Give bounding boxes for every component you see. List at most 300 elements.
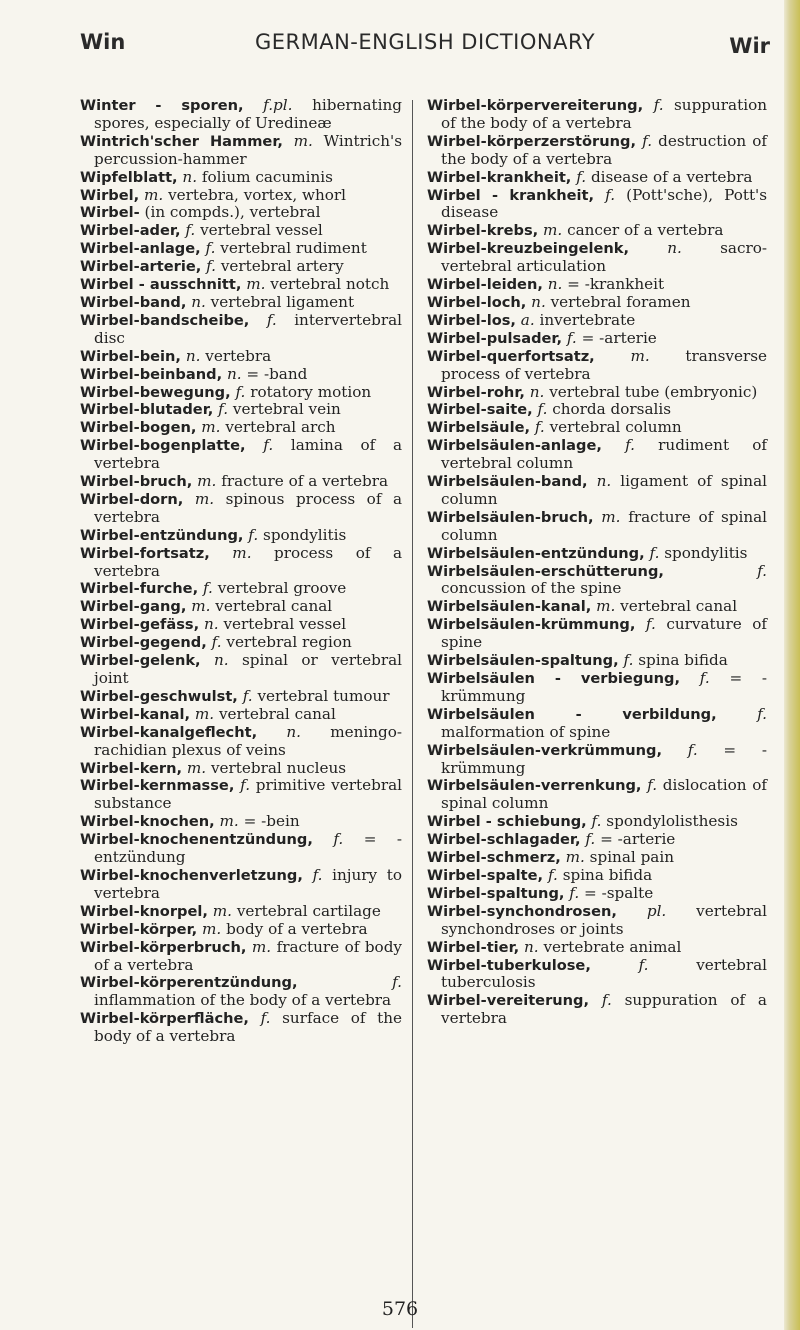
entry-definition: concussion of the spine [441,579,622,598]
entry-definition: surface of the body of a vertebra [94,1009,402,1046]
entry-definition: vertebral canal [218,704,336,723]
entry-gender: n. [524,937,539,956]
dictionary-entry [427,957,767,993]
entry-gender: f. [242,686,253,705]
entry-headword: Wirbelsäulen-anlage, [427,437,602,455]
dictionary-entry [80,97,402,133]
entry-headword: Wirbel-bogen, [80,419,197,437]
dictionary-entry [80,634,402,652]
entry-gender: f. [605,185,616,204]
entry-definition: spondylitis [263,525,347,544]
dictionary-entry [80,437,402,473]
dictionary-entry [80,473,402,491]
entry-headword: Wirbel-pulsader, [427,329,563,347]
dictionary-entry [427,419,767,437]
entry-definition: meningo-rachidian plexus of veins [94,722,403,759]
dictionary-entry [427,187,767,223]
dictionary-entry [427,670,767,706]
running-header [80,30,770,66]
entry-definition: vertebral rudiment [220,239,367,258]
entry-headword: Wirbel-schmerz, [427,849,561,867]
entry-definition: spinal or vertebral joint [94,651,402,687]
dictionary-entry [427,903,767,939]
dictionary-entry [427,240,767,276]
left-column [80,97,402,1046]
entry-gender: f. [202,579,213,598]
entry-gender: n. [286,722,301,741]
dictionary-entry [80,813,402,831]
entry-gender: f. [312,865,323,884]
dictionary-entry [80,384,402,402]
entry-definition: vertebral nucleus [210,758,347,777]
dictionary-entry [80,831,402,867]
entry-definition: primitive vertebral substance [94,776,402,813]
entry-headword: Wirbel-gang, [80,598,187,616]
entry-headword: Wirbel-krankheit, [427,168,572,186]
entry-gender: m. [565,848,585,867]
dictionary-entry [80,545,402,581]
entry-gender: m. [543,221,563,240]
dictionary-entry [80,598,402,616]
entry-headword: Wirbel-knorpel, [80,902,208,920]
entry-definition: intervertebral disc [94,310,402,347]
dictionary-entry [427,133,767,169]
dictionary-entry [80,133,402,169]
entry-definition: vertebral arch [225,418,336,437]
entry-definition: (in compds.), vertebral [144,203,321,222]
entry-definition: vertebral vessel [200,221,323,240]
dictionary-entry [427,777,767,813]
entry-headword: Wirbel-knochen, [80,813,215,831]
entry-definition: hibernating spores, especially of Uredineæ [94,96,402,132]
entry-gender: f. [333,830,344,849]
entry-definition: folium cacuminis [201,167,333,186]
entry-headword: Wirbel-bandscheibe, [80,311,250,329]
entry-gender: m. [251,937,272,956]
entry-definition: spina bifida [638,651,728,670]
entry-definition: rudiment of vertebral column [441,436,767,473]
entry-headword: Wirbel-schlagader, [427,831,581,849]
entry-definition: vertebral vein [232,400,341,419]
entry-headword: Wirbel-körperzerstörung, [427,132,637,150]
dictionary-entry [80,652,402,688]
entry-gender: m. [144,185,164,204]
entry-headword: Wirbelsäulen-kanal, [427,598,592,616]
entry-gender: m. [232,543,252,562]
entry-definition: inflammation of the body of a vertebra [94,991,392,1010]
dictionary-entry [80,240,402,258]
entry-headword: Wirbel-furche, [80,580,199,598]
entry-definition: = -krümmung [441,740,768,777]
entry-headword: Wirbel-kreuzbeingelenk, [427,240,630,258]
entry-gender: f. [576,167,587,186]
dictionary-entry [427,885,767,903]
entry-gender: f. [534,418,545,437]
entry-definition: (Pott'sche), Pott's disease [441,185,768,222]
entry-definition: vertebra, vortex, whorl [168,185,347,204]
entry-headword: Wirbelsäulen - verbiegung, [427,670,681,687]
entry-headword: Wirbel-band, [80,293,187,311]
entry-headword: Wirbel-gefäss, [80,616,200,634]
entry-headword: Wirbel-loch, [427,293,527,311]
dictionary-entry [427,222,767,240]
entry-gender: f. [623,651,634,670]
dictionary-entry [80,760,402,778]
entry-headword: Wirbel-bruch, [80,473,193,491]
entry-headword: Wirbel-kanalgeflecht, [80,723,258,741]
entry-headword: Wirbel-knochenentzündung, [80,831,313,849]
entry-definition: vertebral vessel [223,615,347,634]
dictionary-entry [80,348,402,366]
entry-headword: Wirbelsäulen-bruch, [427,508,594,526]
entry-definition: vertebrate animal [543,937,682,956]
entry-definition: suppuration of the body of a vertebra [441,96,768,132]
entry-gender: n. [596,472,612,491]
dictionary-entry [427,509,767,545]
dictionary-entry [427,294,767,312]
entry-headword: Wirbel-kern, [80,759,183,777]
entry-definition: vertebral tumour [257,686,390,705]
entry-headword: Wirbel-bogenplatte, [80,437,246,455]
entry-headword: Wirbel-geschwulst, [80,687,238,705]
entry-gender: f. [699,669,710,687]
entry-definition: chorda dorsalis [552,400,672,419]
entry-gender: f. [687,740,698,759]
entry-definition: sacro-vertebral articulation [441,239,768,276]
dictionary-entry [80,921,402,939]
entry-definition: = -band [246,364,308,383]
entry-gender: m. [194,704,215,723]
entry-gender: f. [266,310,277,329]
dictionary-entry [80,706,402,724]
dictionary-entry [427,169,767,187]
entry-gender: m. [596,597,616,616]
page-edge [784,0,800,1330]
dictionary-entry [427,384,767,402]
entry-definition: vertebral synchondroses or joints [441,901,767,938]
entry-headword: Wirbel-tier, [427,938,520,956]
entry-gender: pl. [646,901,667,920]
entry-gender: f. [649,543,660,562]
entry-gender: f. [591,812,602,831]
entry-definition: vertebral artery [220,257,344,276]
entry-headword: Wirbel-rohr, [427,383,525,401]
dictionary-entry [427,563,767,599]
entry-headword: Wirbel-körperfläche, [80,1010,249,1028]
entry-definition: spinous process of a vertebra [94,489,403,526]
entry-gender: m. [194,489,215,508]
entry-headword: Wirbel-körper, [80,920,198,938]
entry-definition: fracture of spinal column [441,507,768,544]
entry-headword: Wirbel, [80,186,140,204]
entry-definition: disease of a vertebra [590,167,753,186]
entry-headword: Wirbel - krankheit, [427,186,595,204]
entry-gender: f. [642,131,653,150]
entry-headword: Wirbel-anlage, [80,240,201,258]
dictionary-entry [427,598,767,616]
dictionary-entry [80,419,402,437]
dictionary-entry [80,222,402,240]
entry-definition: vertebral canal [620,597,738,616]
header-right-guideword: Wir [729,34,770,58]
entry-gender: f. [585,830,596,849]
entry-headword: Wirbel-synchondrosen, [427,902,617,920]
entry-gender: f. [638,955,649,974]
dictionary-entry [80,169,402,187]
entry-gender: f. [601,991,612,1010]
page-number: 576 [381,1298,419,1320]
dictionary-entry [427,939,767,957]
entry-headword: Wirbel-körperentzündung, [80,974,298,992]
entry-gender: m. [202,919,222,938]
entry-gender: m. [186,758,207,777]
entry-definition: vertebral column [549,418,682,437]
entry-gender: f. [566,328,577,347]
entry-headword: Wirbel-bein, [80,347,181,365]
entry-definition: transverse process of vertebra [441,346,768,383]
entry-definition: Wintrich's percussion-hammer [94,131,403,168]
entry-definition: cancer of a vertebra [567,221,724,240]
entry-definition: vertebral notch [270,275,390,294]
entry-headword: Wirbel-bewegung, [80,383,231,401]
entry-gender: f. [392,973,402,992]
entry-gender: f. [235,382,246,401]
dictionary-entry [427,348,767,384]
entry-definition: = -arterie [581,328,657,347]
dictionary-entry [80,974,402,1010]
header-left-guideword: Win [80,30,126,54]
entry-gender: f. [537,400,548,419]
entry-definition: vertebra [205,346,272,365]
entry-headword: Wirbelsäulen-spaltung, [427,652,619,670]
entry-headword: Winter - sporen, [80,97,244,114]
entry-headword: Wirbelsäulen-erschütterung, [427,562,664,580]
column-divider [412,100,413,1328]
dictionary-entry [427,652,767,670]
entry-definition: dislocation of spinal column [441,776,768,813]
dictionary-entry [427,312,767,330]
entry-headword: Wirbel-vereiterung, [427,992,590,1010]
entry-headword: Wirbelsäulen-entzündung, [427,544,645,562]
entry-gender: n. [204,615,219,634]
dictionary-entry [427,706,767,742]
entry-definition: spinal pain [589,848,674,867]
dictionary-entry [427,831,767,849]
entry-gender: f. [645,615,656,634]
header-title: GERMAN-ENGLISH DICTIONARY [254,30,596,54]
entry-definition: vertebral tuberculosis [441,955,768,992]
entry-definition: suppuration of a vertebra [441,991,767,1028]
entry-gender: m. [197,472,217,491]
entry-gender: a. [520,310,535,329]
dictionary-entry [427,401,767,419]
entry-gender: f. [185,221,196,240]
dictionary-entry [80,276,402,294]
dictionary-entry [427,276,767,294]
entry-gender: m. [212,901,232,920]
entry-headword: Wirbel-blutader, [80,401,214,419]
entry-definition: lamina of a vertebra [94,436,403,473]
entry-gender: f. [240,776,251,795]
entry-definition: vertebral tube (embryonic) [549,382,758,401]
entry-definition: vertebral canal [215,597,333,616]
dictionary-entry [427,742,767,778]
entry-definition: body of a vertebra [226,919,368,938]
entry-gender: n. [531,292,546,311]
entry-definition: = -krümmung [441,669,768,705]
entry-gender: m. [201,418,221,437]
entry-gender: f. [260,1009,271,1028]
dictionary-entry [80,688,402,706]
entry-definition: rotatory motion [250,382,372,401]
entry-headword: Wirbelsäulen-verkrümmung, [427,741,662,759]
entry-definition: vertebral region [226,633,352,652]
entry-headword: Wirbel-spalte, [427,866,544,884]
entry-headword: Wirbelsäulen-band, [427,473,588,491]
dictionary-entry [80,258,402,276]
dictionary-entry [80,1010,402,1046]
dictionary-entry [80,527,402,545]
entry-headword: Wirbel-knochenverletzung, [80,866,303,884]
entry-gender: f. [569,883,580,902]
entry-gender: f. [653,96,664,114]
entry-headword: Wirbel-querfortsatz, [427,347,595,365]
entry-gender: n. [667,239,682,258]
entry-gender: n. [226,364,242,383]
entry-headword: Wirbel-fortsatz, [80,544,210,562]
entry-gender: n. [182,167,198,186]
entry-gender: m. [219,812,239,831]
entry-headword: Wirbel-leiden, [427,276,543,294]
entry-definition: curvature of spine [441,615,767,652]
dictionary-entry [427,992,767,1028]
entry-definition: destruction of the body of a vertebra [441,131,767,168]
entry-gender: f. [248,525,259,544]
dictionary-entry [427,437,767,473]
entry-headword: Wirbel - schiebung, [427,813,587,831]
entry-gender: f. [211,633,222,652]
entry-gender: n. [213,651,229,670]
entry-gender: f. [205,239,216,258]
dictionary-entry [427,813,767,831]
entry-definition: vertebral cartilage [236,901,381,920]
entry-definition: invertebrate [539,310,636,329]
entry-gender: m. [191,597,211,616]
dictionary-entry [80,491,402,527]
entry-gender: n. [529,382,545,401]
entry-headword: Wirbel-dorn, [80,490,184,508]
entry-definition: fracture of a vertebra [221,472,389,491]
dictionary-entry [427,867,767,885]
entry-gender: f.pl. [263,96,293,114]
entry-headword: Wirbel-gelenk, [80,652,201,670]
dictionary-entry [427,330,767,348]
entry-definition: ligament of spinal column [441,472,767,508]
entry-headword: Wirbel - ausschnitt, [80,276,242,294]
dictionary-entry [80,903,402,921]
entry-gender: m. [630,346,650,365]
entry-definition: spina bifida [562,865,653,884]
entry-headword: Wirbel- [80,204,140,222]
entry-definition: = -entzündung [94,830,402,867]
entry-headword: Wirbelsäulen-verrenkung, [427,777,642,795]
entry-gender: m. [293,131,313,150]
dictionary-entry [80,724,402,760]
entry-headword: Wirbel-körpervereiterung, [427,97,644,114]
entry-headword: Wirbel-arterie, [80,258,202,276]
dictionary-entry [80,187,402,205]
entry-headword: Wirbelsäulen - verbildung, [427,705,717,723]
entry-definition: vertebral groove [217,579,347,598]
entry-gender: f. [218,400,229,419]
dictionary-entry [80,867,402,903]
dictionary-entry [427,97,767,133]
entry-definition: fracture of body of a vertebra [94,937,403,974]
entry-headword: Wirbel-beinband, [80,365,223,383]
entry-gender: n. [185,346,201,365]
entry-definition: spondylitis [664,543,748,562]
entry-headword: Wirbel-körperbruch, [80,938,247,956]
entry-headword: Wirbel-kanal, [80,705,191,723]
dictionary-entry [80,366,402,384]
entry-gender: f. [625,436,635,455]
dictionary-entry [80,294,402,312]
dictionary-entry [427,473,767,509]
entry-gender: f. [757,704,768,723]
entry-definition: = -bein [243,812,300,831]
entry-headword: Wirbel-los, [427,311,516,329]
entry-gender: f. [757,561,767,580]
entry-definition: = -arterie [600,830,676,849]
entry-headword: Wipfelblatt, [80,168,178,186]
entry-gender: n. [547,275,563,294]
entry-headword: Wirbel-kernmasse, [80,777,235,795]
right-column [427,97,767,1028]
entry-headword: Wirbel-ader, [80,222,181,240]
entry-gender: f. [547,865,558,884]
dictionary-entry [80,939,402,975]
entry-headword: Wirbelsäulen-krümmung, [427,616,636,634]
dictionary-entry [427,849,767,867]
dictionary-entry [80,616,402,634]
entry-gender: f. [206,257,217,276]
dictionary-entry [80,312,402,348]
dictionary-entry [427,616,767,652]
entry-definition: vertebral foramen [550,292,691,311]
entry-gender: f. [647,776,658,795]
entry-definition: malformation of spine [441,722,611,741]
entry-definition: spondylolisthesis [606,812,738,831]
entry-gender: m. [246,275,266,294]
entry-gender: m. [601,507,621,526]
entry-headword: Wirbelsäule, [427,419,531,437]
dictionary-entry [427,545,767,563]
dictionary-entry [80,777,402,813]
dictionary-entry [80,401,402,419]
entry-gender: n. [191,292,206,311]
entry-definition: process of a vertebra [94,543,403,580]
entry-headword: Wirbel-entzündung, [80,526,244,544]
entry-headword: Wirbel-tuberkulose, [427,956,591,974]
entry-headword: Wirbel-spaltung, [427,884,565,902]
entry-definition: vertebral ligament [210,292,355,311]
entry-definition: = -krankheit [567,275,665,294]
dictionary-entry [80,580,402,598]
entry-headword: Wintrich'scher Hammer, [80,132,283,150]
dictionary-entry [80,204,402,222]
entry-gender: f. [263,436,274,455]
entry-definition: injury to vertebra [94,865,403,902]
